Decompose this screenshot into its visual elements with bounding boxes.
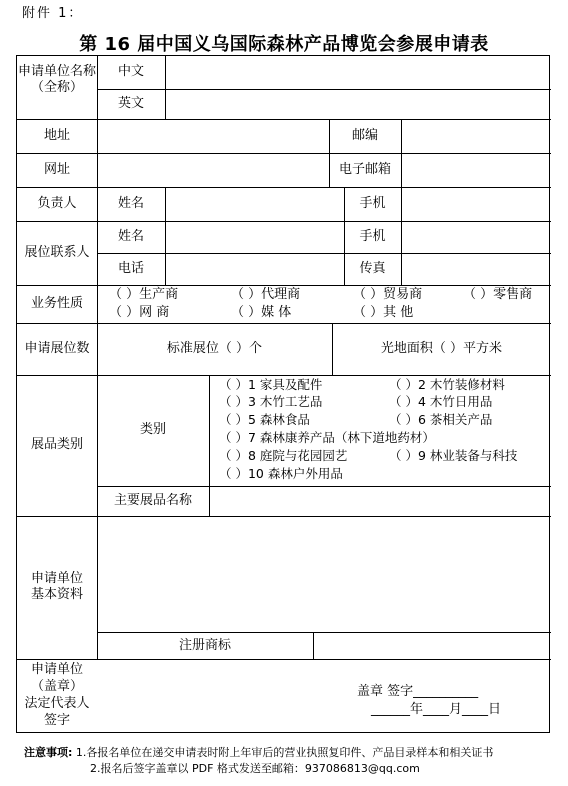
applicant-name-label <box>17 64 97 96</box>
contact-fax-label: 传真 <box>359 261 386 276</box>
attachment-label: 附件 1： <box>22 6 84 21</box>
website-label: 网址 <box>43 162 70 177</box>
seal-label-line1: 申请单位 <box>30 662 83 677</box>
exhibit-category-label: 展品类别 <box>30 437 83 452</box>
main-exhibit-name-label: 主要展品名称 <box>113 493 192 508</box>
category-option-10[interactable]: （ ）10 森林户外用品 <box>219 466 343 481</box>
basic-info-label-line1: 申请单位 <box>30 571 83 586</box>
business-type-label: 业务性质 <box>30 296 83 311</box>
manager-phone-label: 手机 <box>359 196 386 211</box>
standard-booth-field[interactable]: 标准展位（ ）个 <box>166 341 263 356</box>
business-option-manufacturer[interactable]: （ ）生产商 <box>109 287 179 302</box>
col-divider <box>165 56 166 119</box>
category-option-2[interactable]: （ ）2 木竹装修材料 <box>389 377 505 392</box>
seal-label-line4: 签字 <box>43 713 70 728</box>
business-option-media[interactable]: （ ）媒 体 <box>231 305 292 320</box>
notes-item-1: 1.各报名单位在递交申请表时附上年审后的营业执照复印件、产品目录样本和相关证书 <box>75 746 494 759</box>
contact-label: 展位联系人 <box>24 245 90 260</box>
row-divider <box>97 486 551 487</box>
seal-label <box>17 661 97 729</box>
category-option-7[interactable]: （ ）7 森林康养产品（林下道地药材） <box>219 430 435 445</box>
col-divider <box>209 375 210 516</box>
contact-phone-label: 手机 <box>359 229 386 244</box>
applicant-name-label-line2: （全称） <box>30 80 83 95</box>
contact-tel-label: 电话 <box>117 261 144 276</box>
business-option-agent[interactable]: （ ）代理商 <box>231 287 301 302</box>
category-option-9[interactable]: （ ）9 林业装备与科技 <box>389 448 518 463</box>
category-option-3[interactable]: （ ）3 木竹工艺品 <box>219 394 323 409</box>
basic-info-label <box>17 571 97 603</box>
page-title: 第 16 届中国义乌国际森林产品博览会参展申请表 <box>79 34 489 55</box>
notes-label: 注意事项: <box>24 746 73 759</box>
col-divider <box>401 119 402 285</box>
category-option-4[interactable]: （ ）4 木竹日用品 <box>389 394 493 409</box>
category-option-1[interactable]: （ ）1 家具及配件 <box>219 377 323 392</box>
row-divider <box>17 659 551 660</box>
notes-line2 <box>24 761 493 777</box>
notes-line1 <box>24 745 493 761</box>
col-divider <box>165 187 166 285</box>
booth-count-label: 申请展位数 <box>24 341 90 356</box>
category-option-6[interactable]: （ ）6 茶相关产品 <box>389 412 493 427</box>
basic-info-label-line2: 基本资料 <box>30 587 83 602</box>
seal-signature-field[interactable]: 盖章 签字__________ <box>357 684 479 699</box>
contact-name-label: 姓名 <box>117 229 144 244</box>
notes <box>24 745 493 777</box>
signature-date-field[interactable]: ______年____月____日 <box>371 702 502 717</box>
trademark-label: 注册商标 <box>178 638 231 653</box>
seal-label-line2: （盖章） <box>30 679 83 694</box>
application-form-table <box>16 55 550 733</box>
email-label: 电子邮箱 <box>338 162 391 177</box>
applicant-name-label-line1: 申请单位名称 <box>17 64 96 79</box>
category-label: 类别 <box>139 422 166 437</box>
raw-space-field[interactable]: 光地面积（ ）平方米 <box>380 341 503 356</box>
business-option-online[interactable]: （ ）网 商 <box>109 305 170 320</box>
business-option-other[interactable]: （ ）其 他 <box>353 305 414 320</box>
notes-item-2: 2.报名后签字盖章以 PDF 格式发送至邮箱：937086813@qq.com <box>90 762 420 775</box>
english-label: 英文 <box>117 96 144 111</box>
postcode-label: 邮编 <box>351 128 378 143</box>
category-option-5[interactable]: （ ）5 森林食品 <box>219 412 310 427</box>
manager-name-label: 姓名 <box>117 196 144 211</box>
col-divider <box>313 632 314 659</box>
address-label: 地址 <box>43 128 70 143</box>
row-divider <box>97 632 551 633</box>
business-option-trader[interactable]: （ ）贸易商 <box>353 287 423 302</box>
business-option-retailer[interactable]: （ ）零售商 <box>463 287 533 302</box>
chinese-label: 中文 <box>117 64 144 79</box>
manager-label: 负责人 <box>37 196 77 211</box>
col-divider <box>97 56 98 659</box>
seal-label-line3: 法定代表人 <box>24 696 90 711</box>
category-option-8[interactable]: （ ）8 庭院与花园园艺 <box>219 448 348 463</box>
